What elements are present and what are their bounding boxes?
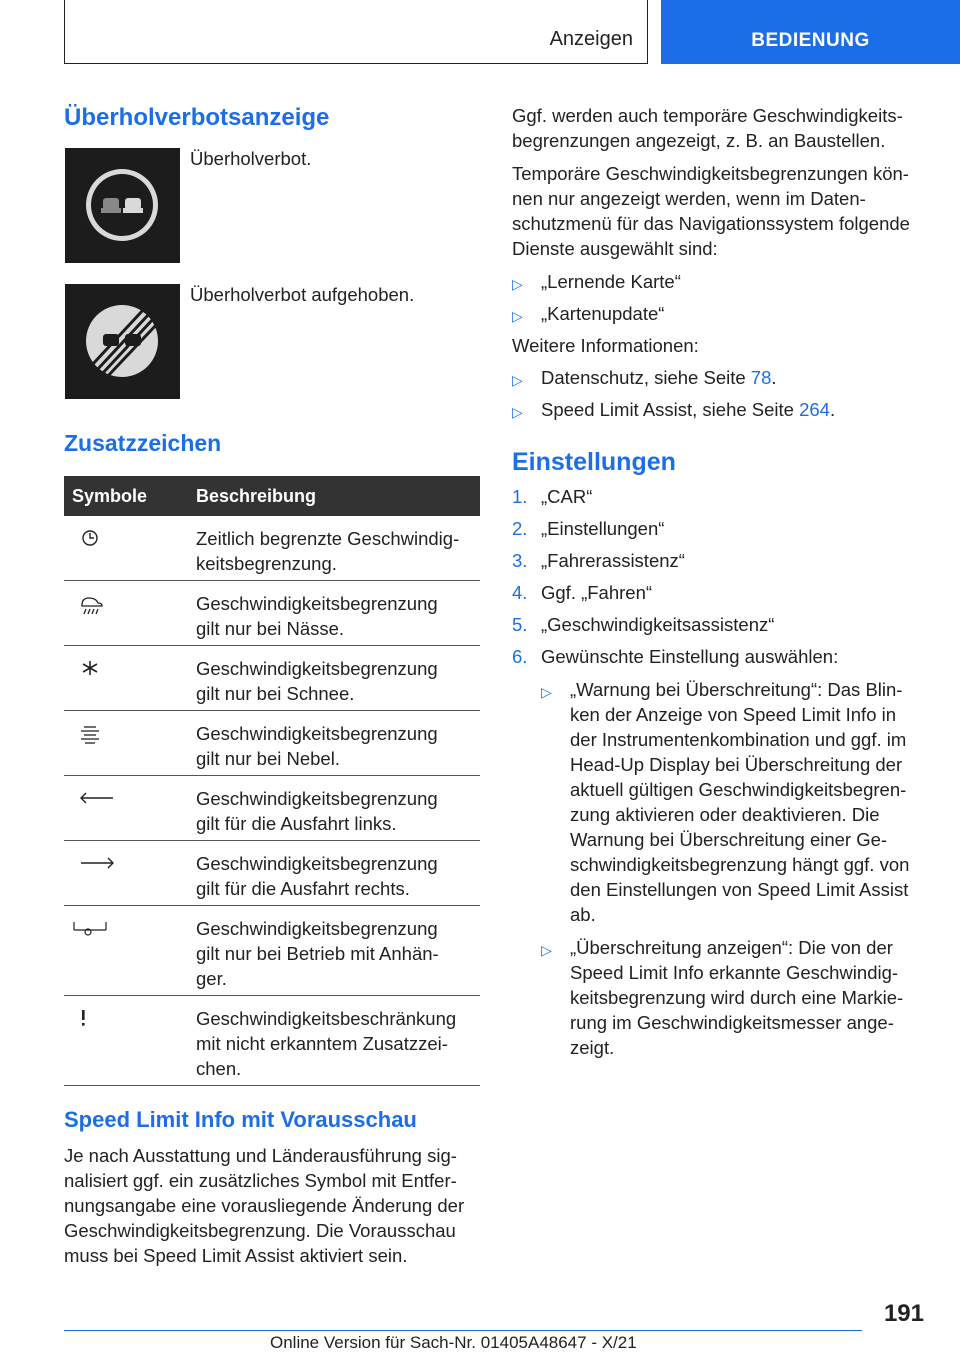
page-link-78[interactable]: 78 [750,367,772,388]
bullet-triangle-icon: ▷ [512,308,523,324]
arrow-left-icon [72,790,122,812]
list-item: 6. Gewünschte Einstellung auswählen: [512,646,839,667]
list-item: 4. Ggf. „Fahren“ [512,582,653,603]
bullet-triangle-icon: ▷ [541,684,552,700]
table-row: Zeitlich begrenzte Geschwindig- keitsbegrenzung. [64,516,480,581]
table-row: Geschwindigkeitsbegrenzung gilt nur bei Schnee. [64,646,480,711]
page-link-264[interactable]: 264 [799,399,830,420]
table-row: Geschwindigkeitsbegrenzung gilt nur bei Nässe. [64,581,480,646]
list-item: 3. „Fahrerassistenz“ [512,550,685,571]
bullet-triangle-icon: ▷ [512,276,523,292]
header-chapter-tab[interactable] [661,0,960,64]
list-item: ▷ „Kartenupdate“ [512,301,932,326]
header-section-title: Anzeigen [549,28,633,50]
list-item: ▷ Datenschutz, siehe Seite 78. [512,365,932,390]
end-no-overtaking-sign [65,284,180,399]
additional-signs-table [64,476,480,1086]
heading-settings: Einstellungen [512,448,676,476]
col-symbols: Symbole [72,486,148,506]
list-item: 5. „Geschwindigkeitsassistenz“ [512,614,775,635]
page-number: 191 [883,1300,924,1327]
list-item: ▷ Speed Limit Assist, siehe Seite 264. [512,397,932,422]
table-header [64,476,480,516]
no-overtaking-icon [65,148,180,263]
trailer-icon [72,920,108,942]
sign1-label: Überholverbot. [190,148,312,169]
list-item: ▷ „Lernende Karte“ [512,269,932,294]
snowflake-icon [72,660,108,682]
end-no-overtaking-icon [65,284,180,399]
heading-overtaking: Überholverbotsanzeige [64,104,330,131]
no-overtaking-sign [65,148,180,263]
fog-icon [72,725,108,747]
bullet-triangle-icon: ▷ [541,942,552,958]
table-row: Geschwindigkeitsbegrenzung gilt nur bei Nebel. [64,711,480,776]
exclamation-icon [72,1010,108,1032]
table-row: Geschwindigkeitsbegrenzung gilt für die Ausfahrt links. [64,776,480,841]
arrow-right-icon [72,855,122,877]
footer-divider [64,1330,862,1331]
col-description: Beschreibung [196,486,317,506]
table-row: Geschwindigkeitsbegrenzung gilt nur bei Betrieb mit Anhän- ger. [64,906,480,996]
table-row: Geschwindigkeitsbegrenzung gilt für die Ausfahrt rechts. [64,841,480,906]
heading-speed-limit-preview: Speed Limit Info mit Vorausschau [64,1107,417,1132]
table-row: Geschwindigkeitsbeschränkung mit nicht erkanntem Zusatzzei- chen. [64,996,480,1086]
list-item: 2. „Einstellungen“ [512,518,665,539]
paragraph-temporary: Ggf. werden auch temporäre Geschwindigkeits- begrenzungen angezeigt, z. B. an Baustellen. [512,105,903,151]
list-item: ▷ „Überschreitung anzeigen“: Die von der Speed Limit Info erkannte Geschwindig- keitsbegrenzung wird durch eine Markie- rung im Geschwindigkeitsmesser ange- zeigt. [541,937,904,1058]
list-item: ▷ „Warnung bei Überschreitung“: Das Blin- ken der Anzeige von Speed Limit Info in der Instrumentenkombination und ggf. im Head-Up Display bei Überschreitung der aktuell gültigen Geschwindigkeitsbegren- zung aktivieren oder deaktivieren. Die Warnung bei Überschreitung einer Ge- schwindigkeitsbegrenzung hängt ggf. von den Einstellungen von Speed Limit Assist ab. [541,679,910,925]
bullet-triangle-icon: ▷ [512,372,523,388]
sign2-label: Überholverbot aufgehoben. [190,284,415,305]
rain-icon [72,595,108,617]
list-item: 1. „CAR“ [512,486,593,507]
paragraph-conditions: Temporäre Geschwindigkeitsbegrenzungen kön- nen nur angezeigt werden, wenn im Daten- schutzmenü für das Navigationssystem folgende Dienste ausgewählt sind: [512,163,910,259]
speed-limit-preview-paragraph: Je nach Ausstattung und Länderausführung sig- nalisiert ggf. ein zusätzliches Symbol mit Entfer- nungsangabe eine vorausliegende Änderung der Geschwindigkeitsbegrenzung. Die Vorausschau muss bei Speed Limit Assist aktiviert sein. [64,1145,465,1266]
more-info-label: Weitere Informationen: [512,335,699,356]
header-section-box [64,0,648,64]
bullet-triangle-icon: ▷ [512,404,523,420]
header-chapter-title: BEDIENUNG [751,30,870,51]
footer-online-version: Online Version für Sach-Nr. 01405A48647 - X/21 [270,1333,637,1352]
heading-additional-signs: Zusatzzeichen [64,430,222,456]
clock-icon [72,530,108,552]
